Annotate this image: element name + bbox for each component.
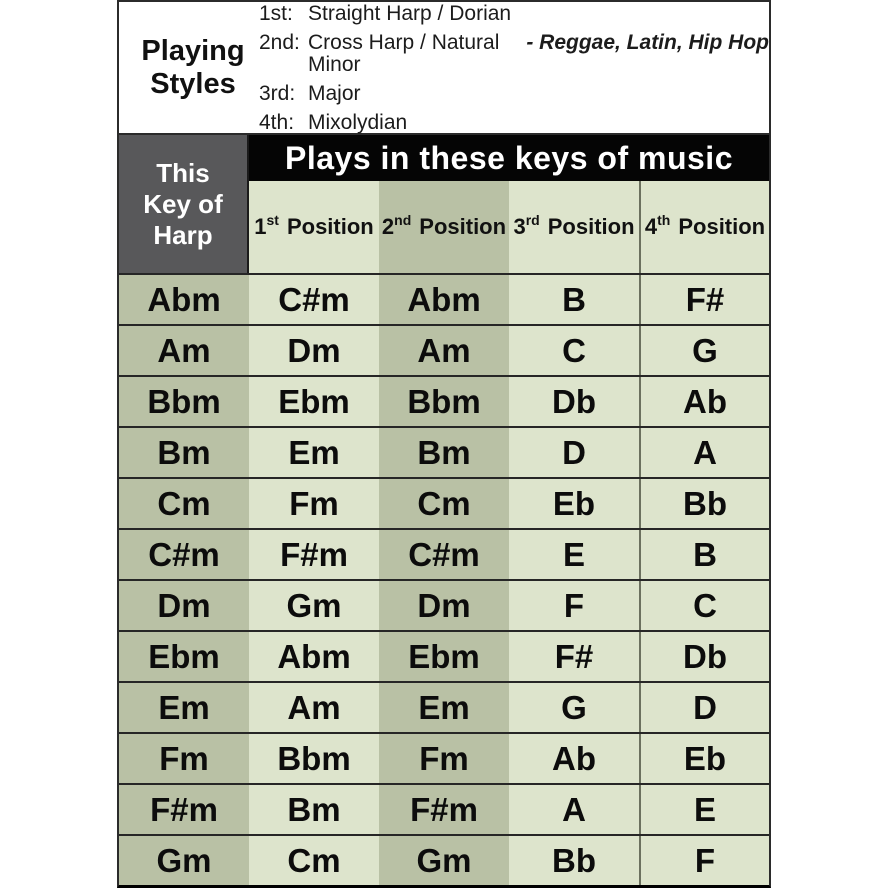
position-key-cell: Bb [509, 836, 639, 885]
harp-key-cell: Am [119, 326, 249, 375]
harp-key-cell: F#m [119, 785, 249, 834]
position-key-cell: Ab [509, 734, 639, 783]
harp-key-cell: Ebm [119, 632, 249, 681]
harp-key-header [119, 135, 249, 273]
position-key-cell: F# [639, 275, 769, 324]
position-key-cell: A [639, 428, 769, 477]
position-header-3: 3 $^{rd}$ Position [509, 181, 639, 273]
harp-key-cell: C#m [119, 530, 249, 579]
position-label: Position [286, 214, 374, 239]
table-row [119, 630, 769, 681]
position-key-cell: E [509, 530, 639, 579]
position-label: Position [419, 214, 507, 239]
position-header-4: 4 $^{th}$ Position [639, 181, 769, 273]
legend-item-2nd [259, 32, 769, 76]
position-key-cell: Em [249, 428, 379, 477]
harp-key-cell: Em [119, 683, 249, 732]
position-number: 4 [644, 214, 658, 239]
table-row [119, 783, 769, 834]
table-header-right [249, 135, 769, 273]
position-key-cell: F#m [379, 785, 509, 834]
position-key-cell: Abm [379, 275, 509, 324]
position-key-cell: F# [509, 632, 639, 681]
position-key-cell: C#m [379, 530, 509, 579]
legend-item-label: 2nd: [259, 31, 300, 54]
position-number: 3 [513, 214, 526, 239]
table-row [119, 579, 769, 630]
position-key-cell: C [639, 581, 769, 630]
position-key-cell: Em [379, 683, 509, 732]
harp-key-cell: Bm [119, 428, 249, 477]
legend-item-1st [259, 3, 769, 25]
position-key-cell: Db [639, 632, 769, 681]
position-key-cell: Ab [639, 377, 769, 426]
position-key-cell: Dm [249, 326, 379, 375]
harp-key-header-line: Key of [143, 188, 223, 219]
table-header [117, 135, 771, 273]
harp-key-cell: Fm [119, 734, 249, 783]
harp-key-cell: Dm [119, 581, 249, 630]
position-key-cell: Ebm [379, 632, 509, 681]
position-number: 1 [254, 214, 267, 239]
legend-item-label: 3rd: [259, 82, 296, 105]
table-row [119, 273, 769, 324]
table-body [117, 273, 771, 888]
position-key-cell: F#m [249, 530, 379, 579]
legend-item-4th [259, 112, 769, 134]
legend-item-label: 1st: [259, 2, 293, 25]
playing-styles-legend [117, 0, 771, 135]
position-key-cell: D [509, 428, 639, 477]
table-row [119, 477, 769, 528]
position-key-cell: Eb [639, 734, 769, 783]
position-key-cell: Ebm [249, 377, 379, 426]
position-key-cell: F [639, 836, 769, 885]
position-number: 2 [381, 214, 395, 239]
position-key-cell: Cm [249, 836, 379, 885]
table-row [119, 375, 769, 426]
table-row [119, 834, 769, 885]
position-key-cell: Bm [249, 785, 379, 834]
legend-item-text: Major [308, 82, 361, 105]
position-key-cell: Am [379, 326, 509, 375]
position-key-cell: G [639, 326, 769, 375]
table-row [119, 528, 769, 579]
legend-item-text: Straight Harp / Dorian [308, 2, 512, 25]
position-key-cell: Abm [249, 632, 379, 681]
playing-styles-title: Playing Styles [141, 35, 245, 100]
position-key-cell: E [639, 785, 769, 834]
position-key-cell: Am [249, 683, 379, 732]
position-key-cell: Gm [379, 836, 509, 885]
position-key-cell: Fm [249, 479, 379, 528]
harmonica-key-chart [117, 0, 771, 888]
position-label: Position [678, 214, 766, 239]
legend-item-text: Cross Harp / Natural Minor [308, 31, 500, 76]
position-header-1: 1 $^{st}$ Position [249, 181, 379, 273]
legend-item-label: 4th: [259, 111, 295, 134]
position-key-cell: Gm [249, 581, 379, 630]
position-key-cell: Fm [379, 734, 509, 783]
plays-in-keys-banner: Plays in these keys of music [249, 135, 769, 181]
table-row [119, 681, 769, 732]
harp-key-cell: Bbm [119, 377, 249, 426]
position-key-cell: D [639, 683, 769, 732]
position-key-cell: Db [509, 377, 639, 426]
position-key-cell: C#m [249, 275, 379, 324]
position-key-cell: B [639, 530, 769, 579]
position-key-cell: Bb [639, 479, 769, 528]
position-key-cell: G [509, 683, 639, 732]
position-key-cell: B [509, 275, 639, 324]
position-key-cell: Bm [379, 428, 509, 477]
harp-key-cell: Abm [119, 275, 249, 324]
legend-item-text: Mixolydian [308, 111, 408, 134]
harp-key-header-line: This [156, 157, 210, 188]
table-row [119, 426, 769, 477]
position-key-cell: Cm [379, 479, 509, 528]
position-key-cell: C [509, 326, 639, 375]
harp-key-header-line: Harp [153, 219, 213, 250]
position-header-2: 2 $^{nd}$ Position [379, 181, 509, 273]
table-row [119, 732, 769, 783]
position-key-cell: Eb [509, 479, 639, 528]
playing-styles-list [259, 2, 769, 133]
position-key-cell: A [509, 785, 639, 834]
legend-item-3rd [259, 83, 769, 105]
position-key-cell: Dm [379, 581, 509, 630]
table-row [119, 324, 769, 375]
position-key-cell: Bbm [379, 377, 509, 426]
position-label: Position [547, 214, 635, 239]
harp-key-cell: Cm [119, 479, 249, 528]
harp-key-cell: Gm [119, 836, 249, 885]
position-header-row [249, 181, 769, 273]
position-key-cell: F [509, 581, 639, 630]
legend-item-note: - Reggae, Latin, Hip Hop [526, 31, 769, 54]
position-key-cell: Bbm [249, 734, 379, 783]
